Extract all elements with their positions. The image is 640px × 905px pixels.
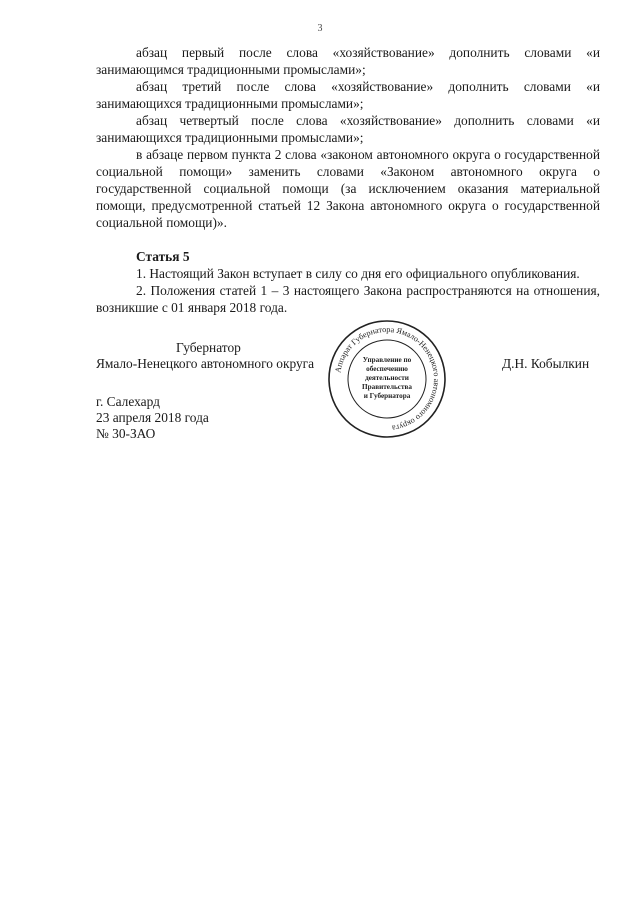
seal-center-line: деятельности (365, 374, 409, 382)
signatory-name: Д.Н. Кобылкин (502, 356, 590, 371)
document-footer (96, 394, 209, 442)
article-item: 1. Настоящий Закон вступает в силу со дня его официального опубликования. (136, 266, 580, 281)
signatory-organization: Ямало-Ненецкого автономного округа (96, 356, 315, 371)
article-item: 2. Положения статей 1 – 3 настоящего Закона распространяются на отношения, возникшие с 01 января 2018 года. (96, 283, 600, 315)
seal-center-line: Правительства (362, 383, 412, 391)
law-number: № 30-ЗАО (96, 426, 156, 441)
city: г. Салехард (96, 394, 160, 409)
seal-center-line: обеспечению (366, 365, 408, 373)
date: 23 апреля 2018 года (96, 410, 209, 425)
seal-ring-text: Аппарат Губернатора Ямало-Ненецкого автономного округа (333, 324, 442, 433)
document-body (96, 44, 600, 316)
seal-center-line: Управление по (362, 356, 412, 364)
paragraph: абзац третий после слова «хозяйствование» дополнить словами «и занимающихся традиционными промыслами»; (96, 79, 600, 111)
paragraph: в абзаце первом пункта 2 слова «законом автономного округа о государственной социальной помощи» заменить словами «Законом автономного округа о государственной социальной помощи (за исключением оказания материальной помощи, предусмотренной статьей 12 Закона автономного округа о государственной социальной помощи)». (96, 147, 600, 230)
signatory-title: Губернатор (176, 340, 241, 355)
seal-center-line: и Губернатора (363, 392, 411, 400)
article-heading: Статья 5 (136, 249, 190, 264)
official-seal (326, 318, 448, 440)
page-number: 3 (317, 23, 323, 34)
paragraph: абзац первый после слова «хозяйствование» дополнить словами «и занимающимся традиционными промыслами»; (96, 45, 600, 77)
paragraph: абзац четвертый после слова «хозяйствование» дополнить словами «и занимающихся традиционными промыслами»; (96, 113, 600, 145)
